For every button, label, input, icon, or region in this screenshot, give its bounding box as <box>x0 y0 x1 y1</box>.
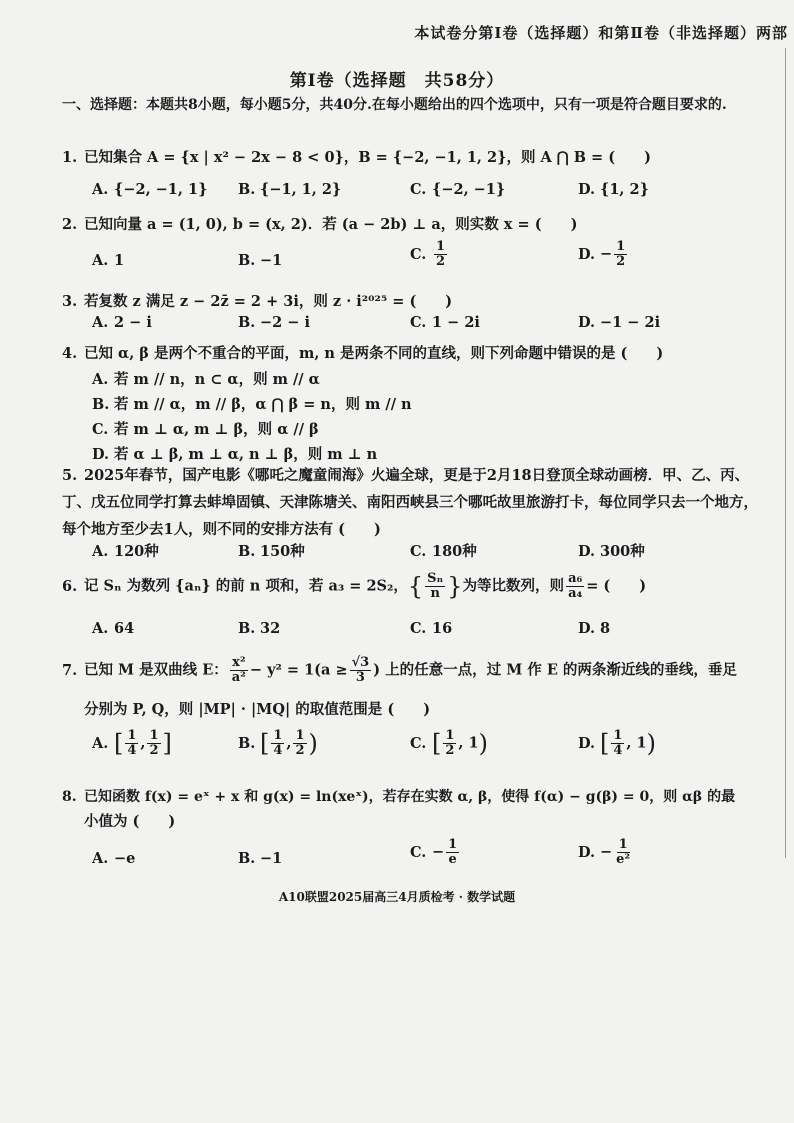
question-4-option-a: A. 若 m // n，n ⊂ α，则 m // α <box>92 371 320 388</box>
question-5-option-d: D. 300种 <box>578 543 645 560</box>
question-6-option-a: A. 64 <box>92 620 135 637</box>
question-3-stem: 3. 若复数 z 满足 z − 2z̄ = 2 + 3i，则 z · i²⁰²⁵ = ( ) <box>62 293 453 310</box>
question-7-option-a: A. [ $\frac{1}{4}$ , $\frac{1}{2}$ ] <box>92 728 172 758</box>
question-3-option-c: C. 1 − 2i <box>410 314 480 331</box>
question-1-stem <box>62 146 651 167</box>
question-6-option-c: C. 16 <box>410 620 453 637</box>
question-8-option-c: C. − $\frac{1}{e}$ <box>410 837 458 867</box>
page-edge-line <box>785 48 786 858</box>
question-3-option-b: B. −2 − i <box>238 314 310 331</box>
question-6-option-b: B. 32 <box>238 620 281 637</box>
question-6-option-d: D. 8 <box>578 620 611 637</box>
page-footer: A10联盟2025届高三4月质检考 · 数学试题 <box>278 890 516 904</box>
section-instructions: 一、选择题：本题共8小题，每小题5分，共40分.在每小题给出的四个选项中，只有一项是符合题目要求的. <box>62 97 727 113</box>
question-4-option-d: D. 若 α ⊥ β, m ⊥ α, n ⊥ β，则 m ⊥ n <box>92 446 378 463</box>
question-5-option-b: B. 150种 <box>238 543 305 560</box>
question-number: 1. <box>62 149 78 166</box>
question-5-option-a: A. 120种 <box>92 543 159 560</box>
question-8-stem-line-2: 小值为 ( ) <box>84 813 176 830</box>
question-1-option-b: B. {−1, 1, 2} <box>238 181 342 198</box>
question-6-stem: 6. 记 Sₙ 为数列 {aₙ} 的前 n 项和，若 a₃ = 2S₂，{ $\frac{\text{Sₙ}}{n}$ }为等比数列，则 $\frac{\text{a₆}}{\text{a₄}}$ = ( ) <box>62 571 647 601</box>
question-7-option-b: B. [ $\frac{1}{4}$ , $\frac{1}{2}$ ) <box>238 728 318 758</box>
question-text: 已知集合 A = {x | x² − 2x − 8 < 0}，B = {−2, −1, 1, 2}，则 A ⋂ B = ( ) <box>84 149 651 166</box>
question-8-stem-line-1: 8. 已知函数 f(x) = eˣ + x 和 g(x) = ln(xeˣ)，若存在实数 α, β，使得 f(α) − g(β) = 0，则 αβ 的最 <box>62 789 736 805</box>
paper-structure-note: 本试卷分第Ⅰ卷（选择题）和第Ⅱ卷（非选择题）两部 <box>414 24 788 42</box>
question-1-option-c: C. {−2, −1} <box>410 181 506 198</box>
question-5-option-c: C. 180种 <box>410 543 477 560</box>
question-2-stem: 2. 已知向量 a = (1, 0), b = (x, 2)．若 (a − 2b) ⊥ a，则实数 x = ( ) <box>62 216 578 233</box>
question-5-stem: 5. 2025年春节，国产电影《哪吒之魔童闹海》火遍全球，更是于2月18日登顶全球动画榜．甲、乙、丙、丁、戊五位同学打算去蚌埠固镇、天津陈塘关、南阳西峡县三个哪吒故里旅游打卡，每位同学只去一个地方，每个地方至少去1人，则不同的安排方法有 ( ) <box>62 467 758 538</box>
question-2-option-c: C. $\frac{1}{2}$ <box>410 239 446 269</box>
question-7-option-d: D. [ $\frac{1}{4}$ , 1) <box>578 728 656 758</box>
question-7-option-c: C. [ $\frac{1}{2}$ , 1) <box>410 728 488 758</box>
question-2-option-d: D. − $\frac{1}{2}$ <box>578 239 626 269</box>
question-4-option-c: C. 若 m ⊥ α, m ⊥ β，则 α // β <box>92 421 319 438</box>
question-1-option-d: D. {1, 2} <box>578 181 649 198</box>
question-2-option-b: B. −1 <box>238 252 283 269</box>
question-8-option-d: D. − $\frac{1}{\text{e²}}$ <box>578 837 631 867</box>
question-8-option-a: A. −e <box>92 850 136 867</box>
question-4-option-b: B. 若 m // α，m // β，α ⋂ β = n，则 m // n <box>92 396 412 413</box>
question-7-stem-line-2: 分别为 P, Q，则 |MP| · |MQ| 的取值范围是 ( ) <box>84 701 431 718</box>
question-4-stem: 4. 已知 α, β 是两个不重合的平面，m, n 是两条不同的直线，则下列命题中错误的是 ( ) <box>62 345 664 362</box>
question-3-option-a: A. 2 − i <box>92 314 152 331</box>
section-title: 第Ⅰ卷（选择题 共58分） <box>289 71 505 91</box>
question-1-option-a: A. {−2, −1, 1} <box>92 181 208 198</box>
question-2-option-a: A. 1 <box>92 252 125 269</box>
question-3-option-d: D. −1 − 2i <box>578 314 661 331</box>
question-7-stem-line-1: 7. 已知 M 是双曲线 E： $\frac{\text{x²}}{\text{a²}}$ − y² = 1(a ≥ $\frac{√3}{3}$ ) 上的任意一点，过 M 作 E 的两条渐近线的垂线，垂足 <box>62 655 737 685</box>
question-8-option-b: B. −1 <box>238 850 283 867</box>
